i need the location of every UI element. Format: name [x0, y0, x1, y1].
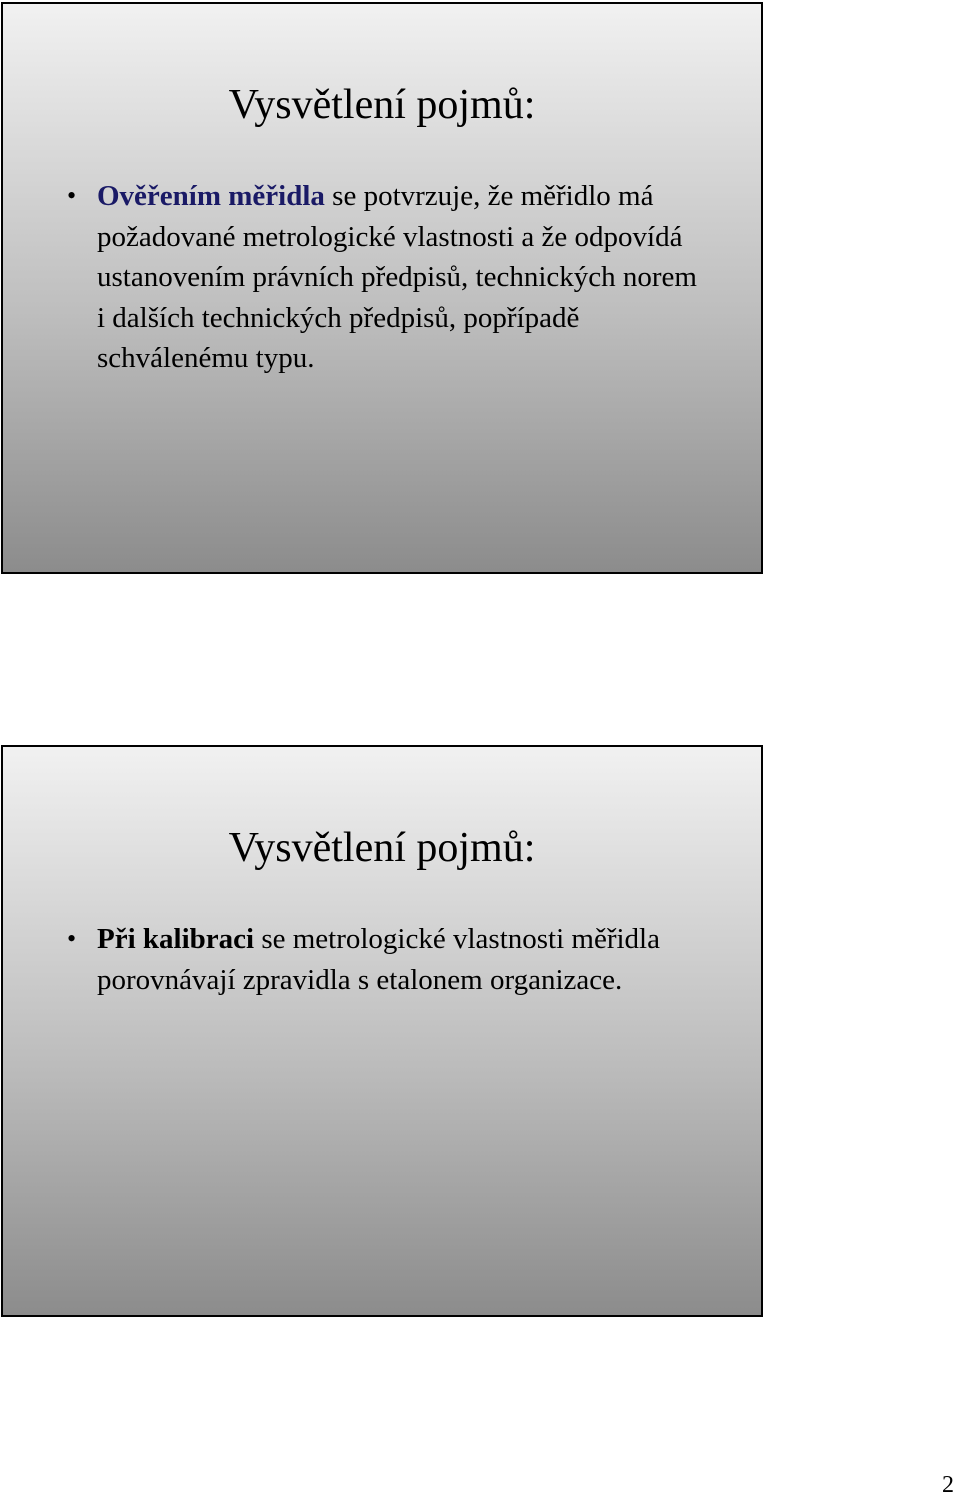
page-number: 2: [942, 1472, 954, 1498]
slide-1: [1, 2, 763, 574]
bullet-text: se metrologické vlastnosti měřidla porovnávají zpravidla s etalonem organizace.: [97, 923, 660, 996]
slide-title: Vysvětlení pojmů:: [228, 82, 536, 128]
bullet-icon: •: [67, 924, 77, 953]
bullet-icon: •: [67, 181, 77, 210]
slide-title: Vysvětlení pojmů:: [228, 825, 536, 871]
slide-2: [1, 745, 763, 1317]
bullet-list: [61, 919, 701, 1000]
bullet-term: Při kalibraci: [97, 923, 255, 955]
bullet-term: Ověřením měřidla: [97, 180, 325, 212]
bullet-item: [61, 919, 701, 1000]
bullet-item: [61, 176, 701, 379]
bullet-text: se potvrzuje, že měřidlo má požadované metrologické vlastnosti a že odpovídá ustanovením právních předpisů, technických norem i dalších technických předpisů, popřípadě schválenému typu.: [97, 180, 697, 374]
bullet-list: [61, 176, 701, 379]
